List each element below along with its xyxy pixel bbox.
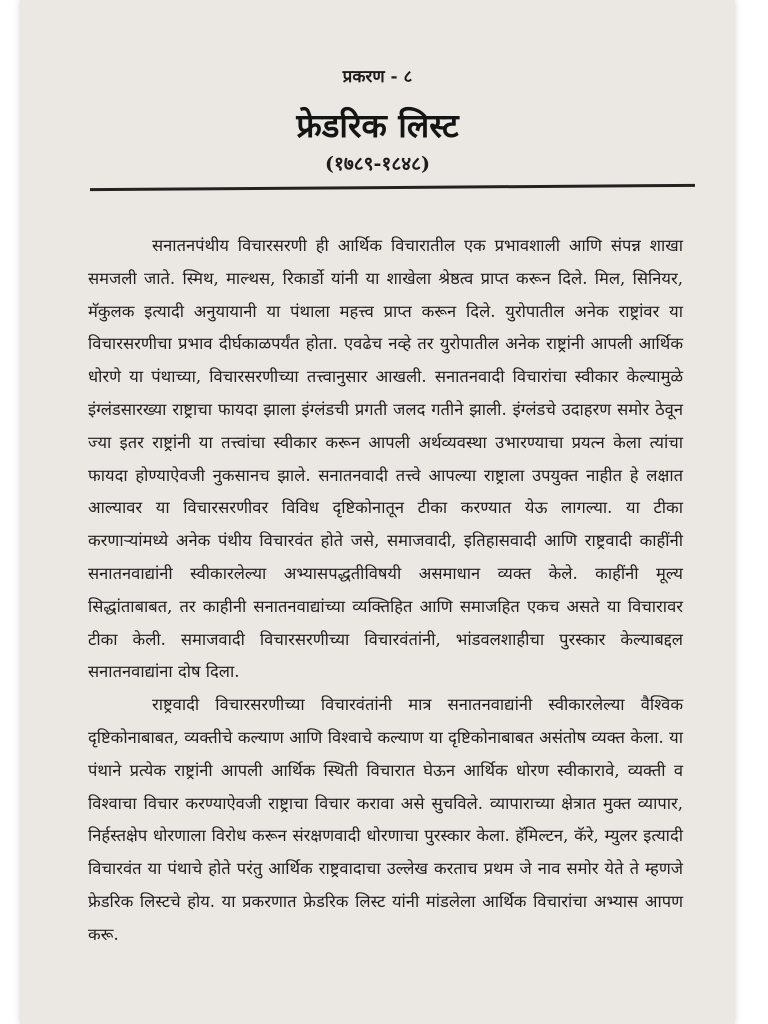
title-divider <box>90 184 695 191</box>
chapter-title: फ्रेडरिक लिस्ट <box>296 106 459 145</box>
chapter-label: प्रकरण - ८ <box>342 67 413 87</box>
paragraph-1: सनातनपंथीय विचारसरणी ही आर्थिक विचारातील एक प्रभावशाली आणि संपन्न शाखा समजली जाते. स्मिथ, माल्थस, रिकार्डो यांनी या शाखेला श्रेष्ठत्व प्राप्त करून दिले. मिल, सिनियर, मॅकुलक इत्यादी अनुयायानी या पंथाला महत्त्व प्राप्त करून दिले. युरोपातील अनेक राष्ट्रांवर या विचारसरणीचा प्रभाव दीर्घकाळपर्यंत होता. एवढेच नव्हे तर युरोपातील अनेक राष्ट्रांनी आपली आर्थिक धोरणे या पंथाच्या, विचारसरणीच्या तत्त्वानुसार आखली. सनातनवादी विचारांचा स्वीकार केल्यामुळे इंग्लंडसारख्या राष्ट्राचा फायदा झाला इंग्लंडची प्रगती जलद गतीने झाली. इंग्लंडचे उदाहरण समोर ठेवून ज्या इतर राष्ट्रांनी या तत्त्वांचा स्वीकार करून आपली अर्थव्यवस्था उभारण्याचा प्रयत्न केला त्यांचा फायदा होण्याऐवजी नुकसानच झाले. सनातनवादी तत्त्वे आपल्या राष्ट्राला उपयुक्त नाहीत हे लक्षात आल्यावर या विचारसरणीवर विविध दृष्टिकोनातून टीका करण्यात येऊ लागल्या. या टीका करणाऱ्यांमध्ये अनेक पंथीय विचारवंत होते जसे, समाजवादी, इतिहासवादी आणि राष्ट्रवादी काहींनी सनातनवाद्यांनी स्वीकारलेल्या अभ्यासपद्धतीविषयी असमाधान व्यक्त केले. काहींनी मूल्य सिद्धांताबाबत, तर काहीनी सनातनवाद्यांच्या व्यक्तिहित आणि समाजहित एकच असते या विचारावर टीका केली. समाजवादी विचारसरणीच्या विचारवंतांनी, भांडवलशाहीचा पुरस्कार केल्याबद्दल सनातनवाद्यांना दोष दिला. <box>88 236 683 682</box>
paragraph-2: राष्ट्रवादी विचारसरणीच्या विचारवंतांनी मात्र सनातनवाद्यांनी स्वीकारलेल्या वैश्विक दृष्टिकोनाबाबत, व्यक्तीचे कल्याण आणि विश्वाचे कल्याण या दृष्टिकोनाबाबत असंतोष व्यक्त केला. या पंथाने प्रत्येक राष्ट्रांनी आपली आर्थिक स्थिती विचारात घेऊन आर्थिक धोरण स्वीकारावे, व्यक्ती व विश्वाचा विचार करण्याऐवजी राष्ट्राचा विचार करावा असे सुचविले. व्यापाराच्या क्षेत्रात मुक्त व्यापार, निर्हस्तक्षेप धोरणाला विरोध करून संरक्षणवादी धोरणाचा पुरस्कार केला. हॅमिल्टन, कॅरे, म्युलर इत्यादी विचारवंत या पंथाचे होते परंतु आर्थिक राष्ट्रवादाचा उल्लेख करताच प्रथम जे नाव समोर येते ते म्हणजे फ्रेडरिक लिस्टचे होय. या प्रकरणात फ्रेडरिक लिस्ट यांनी मांडलेला आर्थिक विचारांचा अभ्यास आपण करू. <box>88 695 683 944</box>
book-page <box>20 0 735 1024</box>
chapter-years: (१७८९-१८४८) <box>325 153 430 175</box>
chapter-body <box>88 230 683 952</box>
